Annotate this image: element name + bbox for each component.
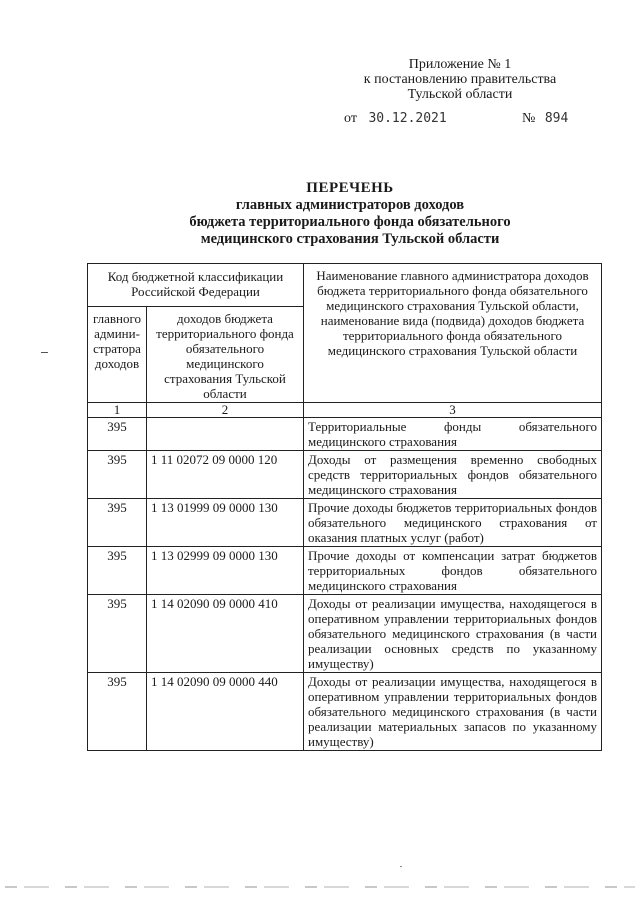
header-income: доходов бюджета территориального фонда обязательного медицинского страхования Тульской области xyxy=(147,307,304,403)
table-row xyxy=(88,595,602,673)
column-number-3: 3 xyxy=(304,403,602,418)
document-title xyxy=(90,180,610,248)
title-heading: ПЕРЕЧЕНЬ xyxy=(306,180,394,196)
row-admin: 395 xyxy=(88,547,147,595)
table-row xyxy=(88,673,602,751)
row-admin: 395 xyxy=(88,418,147,451)
table-row xyxy=(88,451,602,499)
row-admin: 395 xyxy=(88,595,147,673)
row-name: Территориальные фонды обязательного медицинского страхования xyxy=(304,418,602,451)
date-value: 30.12.2021 xyxy=(368,111,447,126)
row-name: Доходы от размещения временно свободных средств территориальных фондов обязательного медицинского страхования xyxy=(304,451,602,499)
header-admin: главного админи-стратора доходов xyxy=(88,307,147,403)
row-name: Доходы от реализации имущества, находящегося в оперативном управлении территориальных фондов обязательного медицинского страхования (в части реализации основных средств по указанному имуществу) xyxy=(304,595,602,673)
row-name: Прочие доходы от компенсации затрат бюджетов территориальных фондов обязательного медицинского страхования xyxy=(304,547,602,595)
appendix-region: Тульской области xyxy=(407,87,513,102)
row-code: 1 13 01999 09 0000 130 xyxy=(147,499,304,547)
number-value: 894 xyxy=(544,111,569,126)
row-name: Доходы от реализации имущества, находящегося в оперативном управлении территориальных фондов обязательного медицинского страхования (в части реализации материальных запасов по указанному имуществу) xyxy=(304,673,602,751)
header-code-group: Код бюджетной классификации Российской Федерации xyxy=(88,264,304,307)
appendix-title: Приложение № 1 xyxy=(408,57,512,72)
appendix-decree: к постановлению правительства xyxy=(363,72,557,87)
table-row xyxy=(88,418,602,451)
title-line-2: главных администраторов доходов xyxy=(235,197,465,213)
date-prefix: от xyxy=(344,111,357,126)
row-code: 1 13 02999 09 0000 130 xyxy=(147,547,304,595)
column-number-row xyxy=(88,403,602,418)
title-line-4: медицинского страхования Тульской области xyxy=(200,231,500,247)
header-name: Наименование главного администратора доходов бюджета территориального фонда обязательного медицинского страхования Тульской области, наименование вида (подвида) доходов бюджета территориального фонда обязательного медицинского страхования Тульской области xyxy=(304,264,602,403)
scan-edge-noise xyxy=(5,886,635,888)
appendix-block xyxy=(330,57,590,102)
row-code xyxy=(147,418,304,451)
date-line xyxy=(344,111,447,127)
column-number-2: 2 xyxy=(147,403,304,418)
row-admin: 395 xyxy=(88,499,147,547)
column-number-1: 1 xyxy=(88,403,147,418)
row-admin: 395 xyxy=(88,673,147,751)
table-row xyxy=(88,547,602,595)
margin-mark xyxy=(41,352,48,353)
row-admin: 395 xyxy=(88,451,147,499)
table-header-row xyxy=(88,264,602,307)
title-line-3: бюджета территориального фонда обязательного xyxy=(189,214,511,230)
row-code: 1 14 02090 09 0000 440 xyxy=(147,673,304,751)
table-row xyxy=(88,499,602,547)
number-prefix: № xyxy=(522,111,536,126)
row-code: 1 14 02090 09 0000 410 xyxy=(147,595,304,673)
row-name: Прочие доходы бюджетов территориальных фондов обязательного медицинского страхования от оказания платных услуг (работ) xyxy=(304,499,602,547)
number-line xyxy=(522,111,568,127)
revenue-table xyxy=(87,263,602,751)
row-code: 1 11 02072 09 0000 120 xyxy=(147,451,304,499)
scan-speck xyxy=(400,866,402,867)
